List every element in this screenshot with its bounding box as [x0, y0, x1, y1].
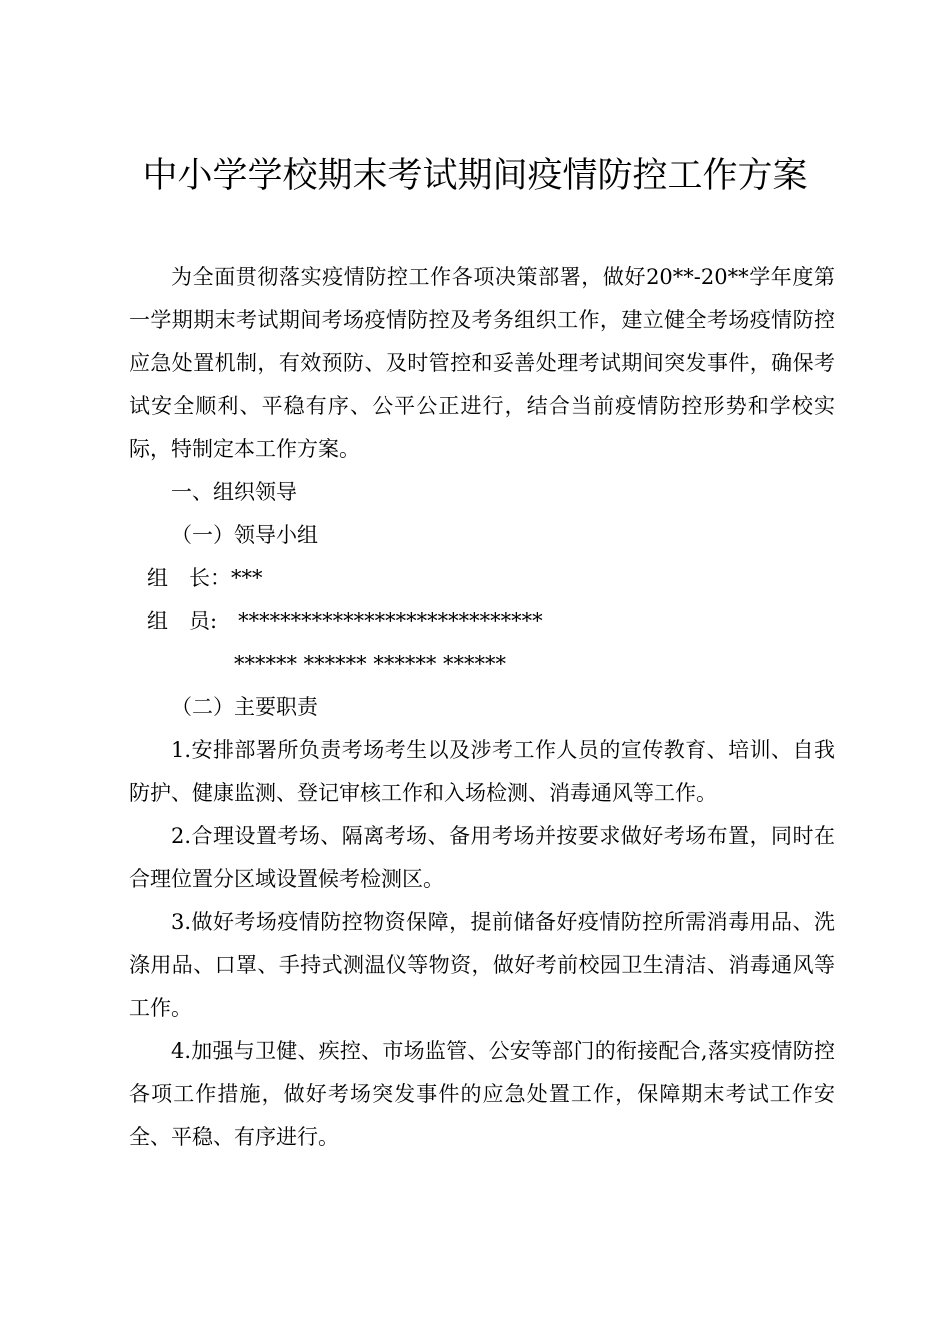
duty-paragraph-2: 2.合理设置考场、隔离考场、备用考场并按要求做好考场布置，同时在合理位置分区域设置候考检测区。: [129, 824, 835, 891]
section-heading-organization: 一、组织领导: [171, 480, 297, 504]
member-line-continued: ****** ****** ****** ******: [234, 652, 507, 676]
subsection-heading-duties: （二）主要职责: [171, 695, 318, 719]
document-title: 中小学学校期末考试期间疫情防控工作方案: [142, 156, 808, 196]
member-line: 组 员: *****************************: [147, 609, 543, 633]
duty-paragraph-3: 3.做好考场疫情防控物资保障，提前储备好疫情防控所需消毒用品、洗涤用品、口罩、手持式测温仪等物资，做好考前校园卫生清洁、消毒通风等工作。: [129, 910, 835, 1020]
leader-line: 组 长：***: [147, 566, 263, 590]
subsection-heading-leadership-group: （一）领导小组: [171, 523, 318, 547]
document-body: [129, 256, 835, 1159]
intro-paragraph: 为全面贯彻落实疫情防控工作各项决策部署，做好20**-20**学年度第一学期期末考试期间考场疫情防控及考务组织工作，建立健全考场疫情防控应急处置机制，有效预防、及时管控和妥善处理考试期间突发事件，确保考试安全顺利、平稳有序、公平公正进行，结合当前疫情防控形势和学校实际，特制定本工作方案。: [129, 265, 835, 461]
duty-paragraph-1: 1.安排部署所负责考场考生以及涉考工作人员的宣传教育、培训、自我防护、健康监测、登记审核工作和入场检测、消毒通风等工作。: [129, 738, 835, 805]
duty-paragraph-4: 4.加强与卫健、疾控、市场监管、公安等部门的衔接配合,落实疫情防控各项工作措施，做好考场突发事件的应急处置工作，保障期末考试工作安全、平稳、有序进行。: [129, 1039, 835, 1149]
